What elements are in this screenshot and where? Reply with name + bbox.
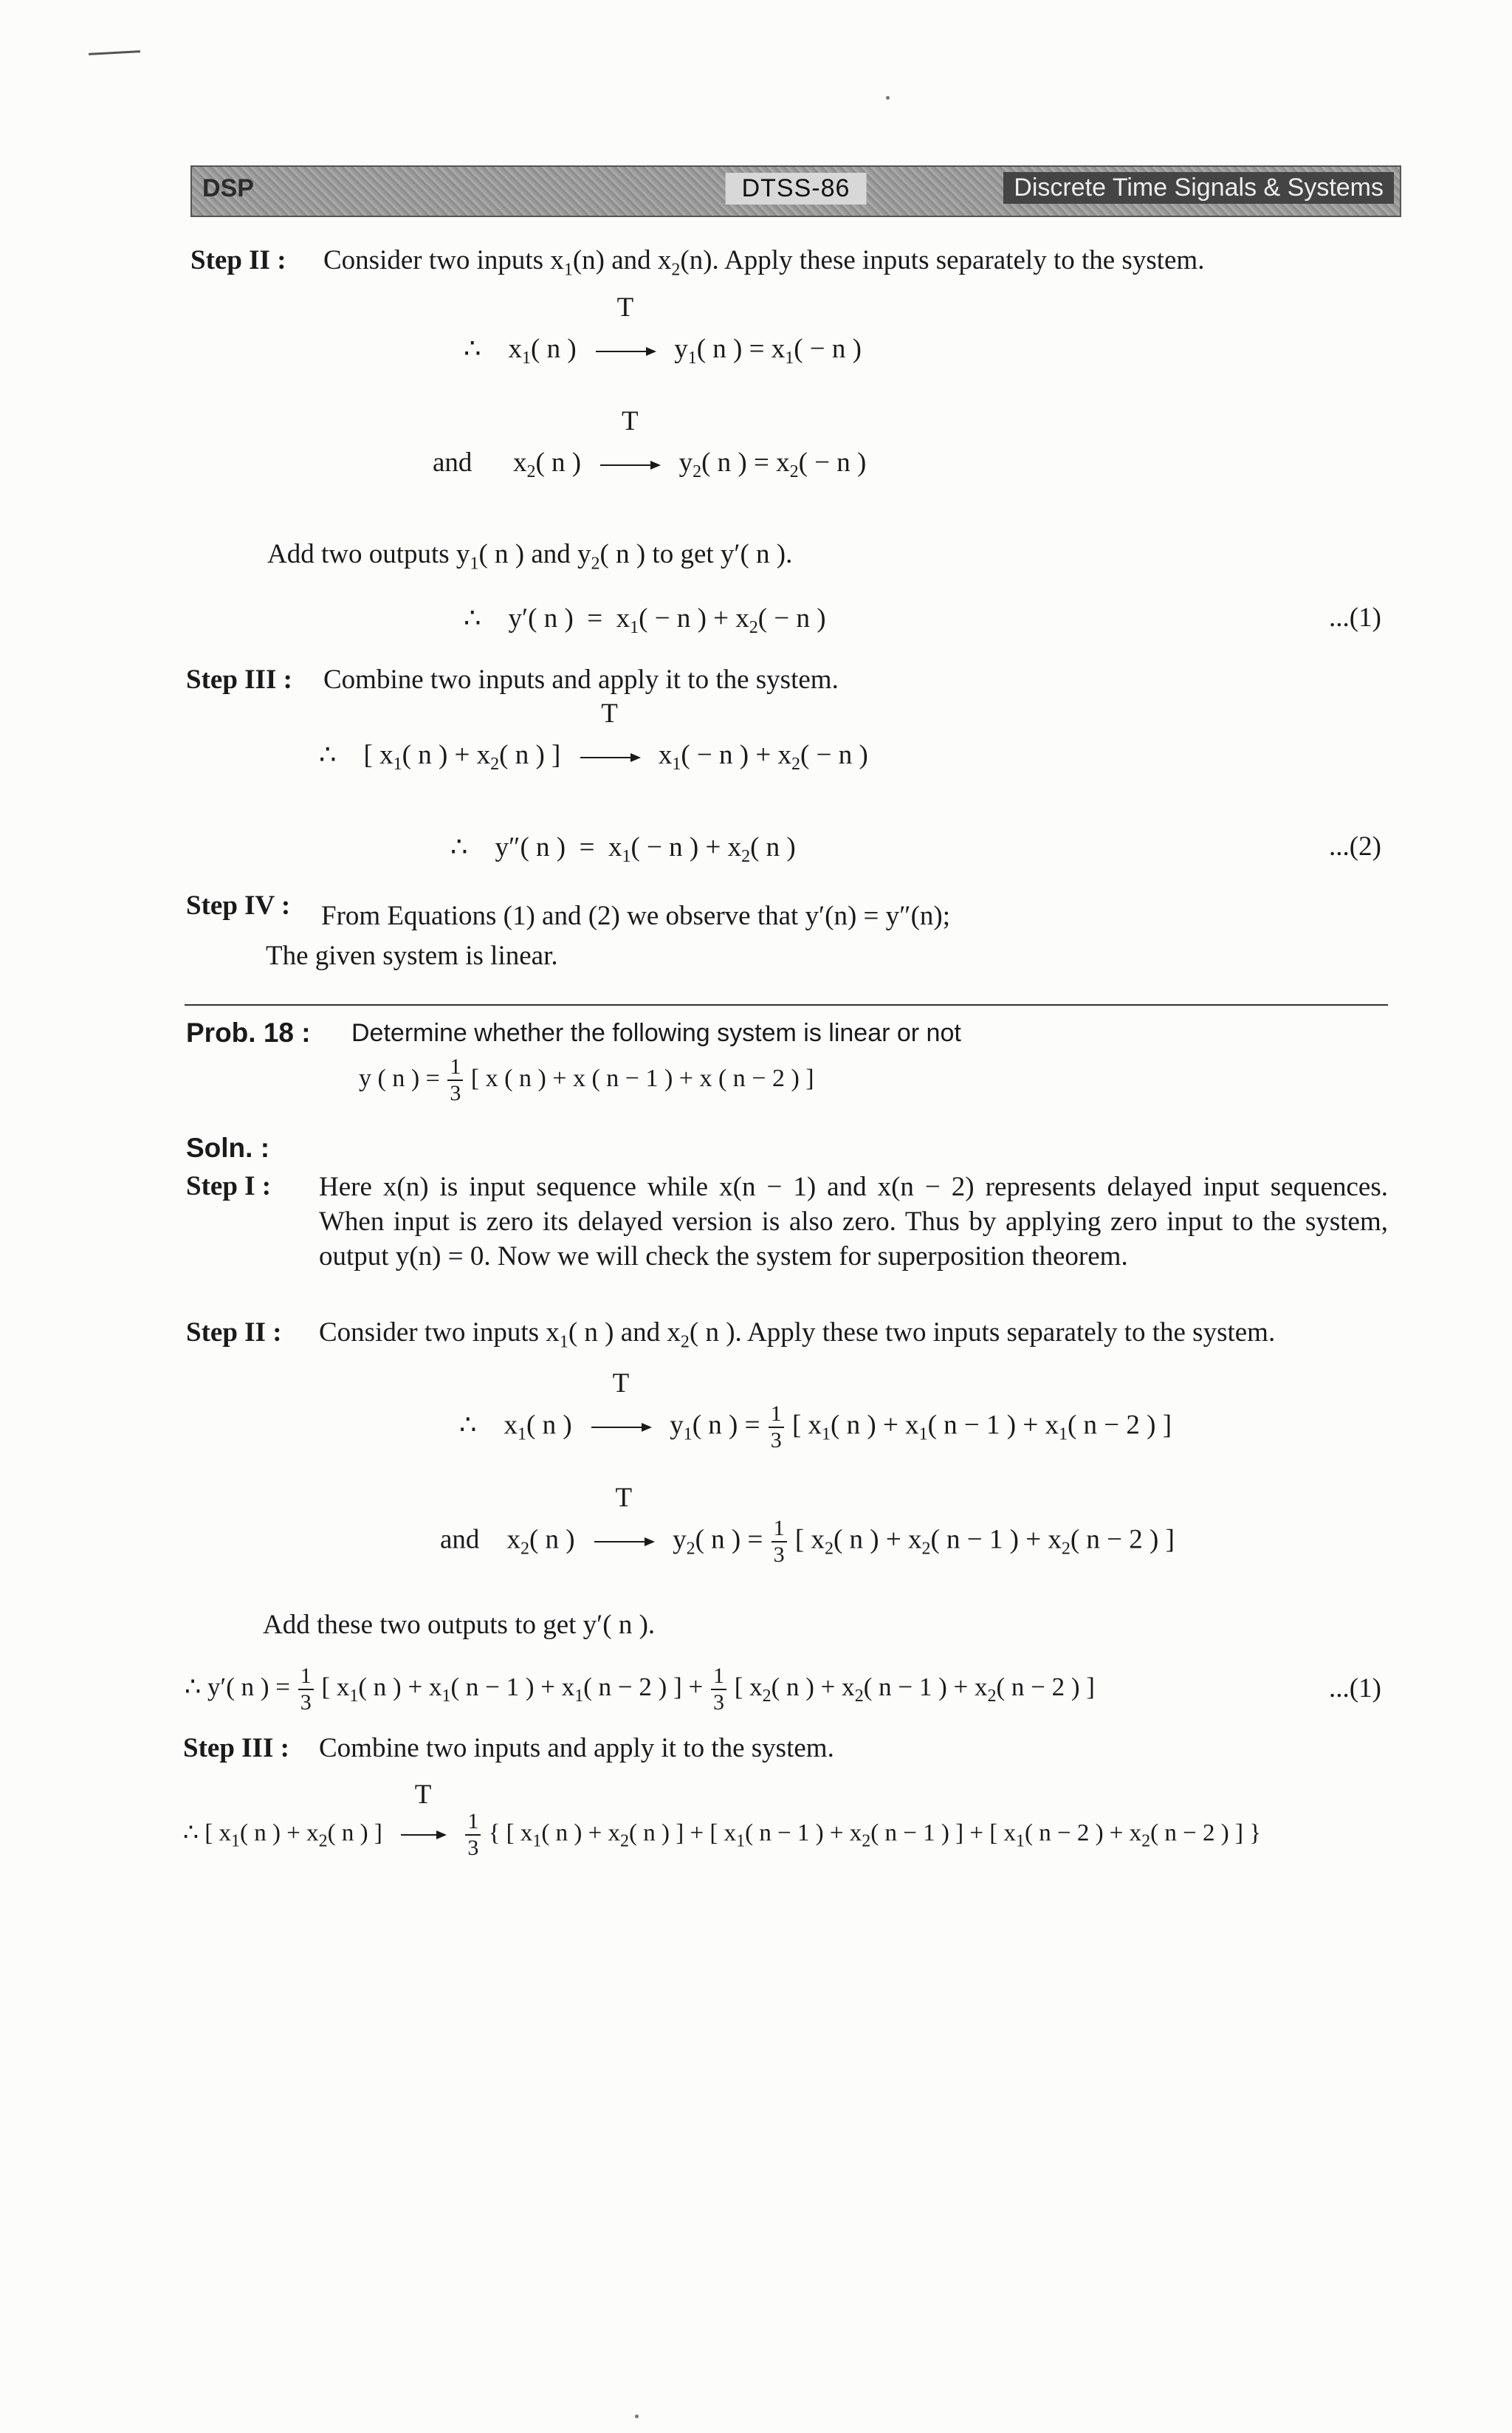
add-outputs-text-2: Add these two outputs to get y′( n ).	[263, 1610, 656, 1640]
fraction-one-third: $\frac{1}{3}$	[711, 1665, 726, 1714]
therefore-symbol: ∴	[185, 1672, 202, 1702]
problem-statement: Determine whether the following system is linear or not	[351, 1019, 961, 1047]
step-iv-text: From Equations (1) and (2) we observe that y′(n) = y″(n);	[321, 901, 950, 931]
transform-label: T	[616, 292, 634, 323]
therefore-symbol: ∴	[183, 1819, 199, 1847]
transform-label: T	[622, 406, 639, 436]
equation-y-prime: ∴ y′( n ) = $x_1( - n$ ) + $x_2( - n$ )	[464, 603, 826, 637]
transform-label: T	[612, 1368, 630, 1399]
and-word: and	[440, 1524, 480, 1555]
step-iv-label: Step IV :	[186, 891, 291, 921]
system-arrow	[397, 1779, 449, 1847]
equation-x1-mapping: ∴ $x_1$( n ) T $y_1$( n ) = $x_1( - n$ )	[464, 292, 862, 368]
fraction-one-third: $\frac{1}{3}$	[447, 1056, 463, 1105]
add-outputs-text: Add two outputs $y_1$( n ) and $y_2$( n ) to get y′( n ).	[267, 539, 793, 574]
step-ii-label: Step II :	[190, 245, 286, 275]
system-arrow	[597, 406, 663, 478]
equation-number: ...(2)	[1329, 831, 1381, 862]
scan-mark	[89, 50, 140, 55]
header-chapter-title: Discrete Time Signals & Systems	[1003, 172, 1394, 204]
step-ii-text: Consider two inputs $x_1(n)$ and $x_2(n)$. Apply these inputs separately to the system.	[323, 245, 1205, 280]
step-i-label: Step I :	[186, 1171, 272, 1201]
equation-number: ...(1)	[1329, 603, 1381, 633]
fraction-one-third: $\frac{1}{3}$	[769, 1403, 784, 1452]
header-left: DSP	[202, 174, 254, 202]
scan-speck	[886, 96, 890, 100]
step-ii-label-2: Step II :	[186, 1317, 282, 1348]
equation-x1-average: ∴ $x_1$( n ) T $y_1$( n ) = $\frac{1}{3}$ [ $x_1$( n ) + $x_1$( n − 1 ) + $x_1$( n − 2 ) ]	[459, 1368, 1172, 1452]
equation-number: ...(1)	[1329, 1673, 1381, 1703]
therefore-symbol: ∴	[459, 1410, 477, 1441]
step-iii-label: Step III :	[186, 665, 292, 695]
fraction-one-third: $\frac{1}{3}$	[465, 1811, 481, 1859]
problem-equation: y ( n ) = $\frac{1}{3}$ [ x ( n ) + x ( n − 1 ) + x ( n − 2 ) ]	[359, 1054, 814, 1105]
equation-x2-average: and $x_2$( n ) T $y_2$( n ) = $\frac{1}{3}$ [ $x_2$( n ) + $x_2$( n − 1 ) + $x_2$( n − 2 ) ]	[440, 1483, 1175, 1567]
step-iii-text: Combine two inputs and apply it to the system.	[323, 665, 839, 695]
problem-label: Prob. 18 :	[186, 1018, 311, 1048]
equation-y-double-prime: ∴ y″( n ) = $x_1( - n$ ) + $x_2$( n )	[450, 832, 796, 866]
equation-x2-mapping: and $x_2$( n ) T $y_2$( n ) = $x_2( - n$ )	[433, 406, 867, 481]
transform-label: T	[615, 1483, 633, 1514]
step-iii-text-2: Combine two inputs and apply it to the system.	[319, 1733, 834, 1763]
equation-sum-outputs: ∴ y′( n ) = $\frac{1}{3}$ [ $x_1$( n ) + $x_1$( n − 1 ) + $x_1$( n − 2 ) ] + $\frac{1}{3}$ [ $x_2$( n ) + $x_2$( n − 1 ) + $x_2$( n − 2 ) ]	[185, 1664, 1095, 1715]
section-divider	[185, 1004, 1388, 1006]
solution-label: Soln. :	[186, 1133, 270, 1163]
fraction-one-third: $\frac{1}{3}$	[298, 1665, 314, 1714]
system-arrow	[591, 1483, 657, 1555]
page-header	[190, 165, 1401, 217]
step-ii-text-2: Consider two inputs $x_1$( n ) and $x_2$( n ). Apply these two inputs separately to the system.	[319, 1317, 1276, 1352]
transform-label: T	[601, 699, 618, 729]
therefore-symbol: ∴	[319, 740, 337, 770]
and-word: and	[433, 447, 472, 478]
therefore-symbol: ∴	[450, 832, 468, 862]
fraction-one-third: $\frac{1}{3}$	[772, 1517, 787, 1566]
equation-combined: ∴ [ $x_1$( n ) + $x_2$( n ) ] T $x_1( - n$ ) + $x_2( - n$ )	[319, 699, 868, 774]
step-iii-label-2: Step III :	[183, 1733, 289, 1763]
equation-combined-average: ∴ [ $x_1$( n ) + $x_2$( n ) ] T $\frac{1}{3}$ { [ $x_1$( n ) + $x_2$( n ) ] + [ $x_1$( n − 1 ) + $x_2$( n − 1 ) ] + [ $x_1$( n − 2 ) + $x_2$( n − 2 ) ] }	[183, 1779, 1262, 1860]
header-page-number: DTSS-86	[726, 173, 867, 205]
system-arrow	[577, 699, 643, 771]
transform-label: T	[414, 1779, 432, 1810]
therefore-symbol: ∴	[464, 334, 481, 364]
system-arrow	[592, 292, 659, 365]
scan-speck	[635, 2415, 639, 2418]
therefore-symbol: ∴	[464, 603, 481, 634]
step-i-paragraph: Here x(n) is input sequence while x(n − 1) and x(n − 2) represents delayed input sequences. When input is zero its delayed version is also zero. Thus by applying zero input to the system, output y(n) = 0. Now we will check the system for superposition theorem.	[319, 1172, 1388, 1272]
conclusion-text: The given system is linear.	[266, 941, 558, 971]
system-arrow	[588, 1368, 654, 1441]
